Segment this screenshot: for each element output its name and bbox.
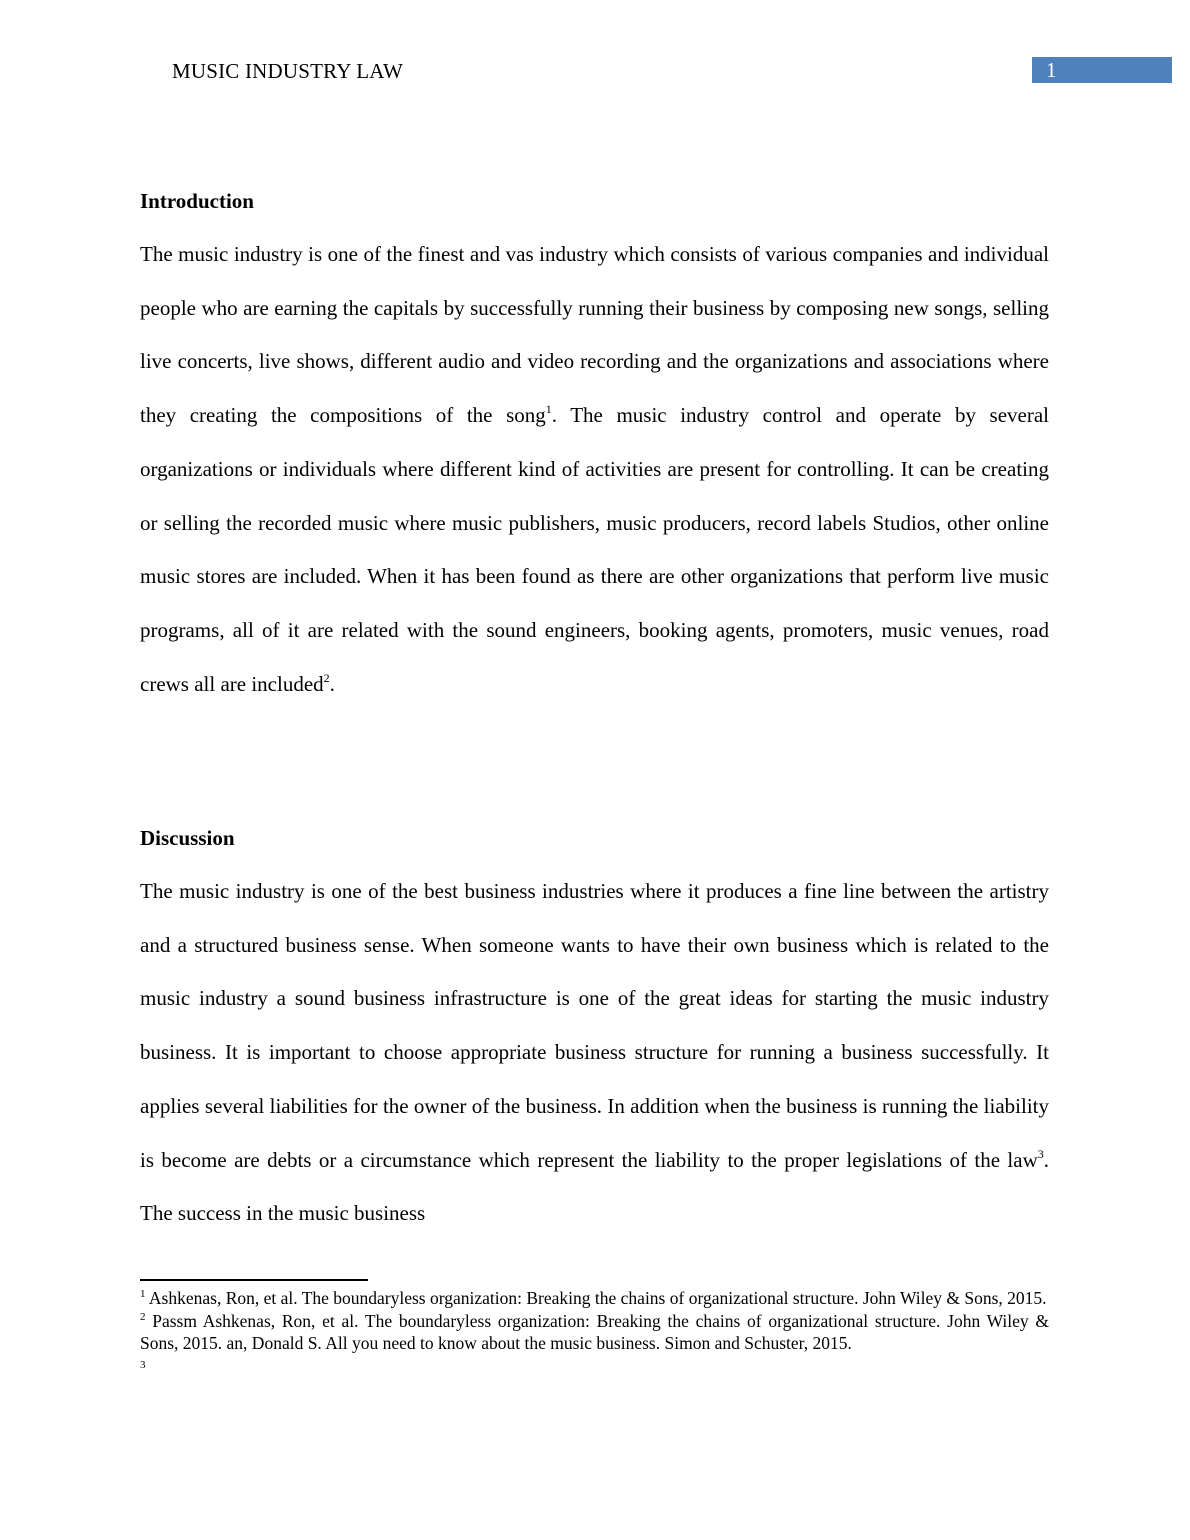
introduction-text-part-3: . xyxy=(329,671,335,696)
footnote-2-text: Passm Ashkenas, Ron, et al. The boundaryless organization: Breaking the chains of organizational structure. John Wiley & Sons, 2015. an, Donald S. All you need to know about the music business. Simon and Schuster, 2015. xyxy=(140,1310,1049,1353)
footnote-3-number: 3 xyxy=(140,1358,146,1371)
discussion-text-part-1: The music industry is one of the best business industries where it produces a fine line between the artistry and a structured business sense. When someone wants to have their own business which is related to the music industry a sound business infrastructure is one of the great ideas for starting the music industry business. It is important to choose appropriate business structure for running a business successfully. It applies several liabilities for the owner of the business. In addition when the business is running the liability is become are debts or a circumstance which represent the liability to the proper legislations of the law xyxy=(140,879,1049,1172)
footnote-ref-2[interactable]: 2 xyxy=(323,670,330,685)
discussion-text-part-2: . The success in the music business xyxy=(140,1147,1049,1226)
footnote-2-number: 2 xyxy=(140,1310,146,1323)
footnote-3 xyxy=(140,1355,1049,1378)
page-number: 1 xyxy=(1046,58,1057,82)
discussion-paragraph xyxy=(140,865,1049,1241)
footnote-1 xyxy=(140,1287,1049,1310)
footnote-1-number: 1 xyxy=(140,1288,146,1300)
introduction-heading: Introduction xyxy=(140,189,254,213)
footnote-ref-3[interactable]: 3 xyxy=(1037,1146,1044,1161)
footnote-ref-1[interactable]: 1 xyxy=(545,402,552,417)
introduction-paragraph xyxy=(140,228,1049,711)
page-number-box xyxy=(1032,57,1172,83)
footnote-1-text: Ashkenas, Ron, et al. The boundaryless organization: Breaking the chains of organizational structure. John Wiley & Sons, 2015. xyxy=(145,1288,1047,1308)
discussion-heading: Discussion xyxy=(140,826,235,850)
footnotes-section xyxy=(140,1287,1049,1377)
footnote-separator xyxy=(140,1279,368,1281)
introduction-text-part-2: . The music industry control and operate by several organizations or individuals where different kind of activities are present for controlling. It can be creating or selling the recorded music where music publishers, music producers, record labels Studios, other online music stores are included. When it has been found as there are other organizations that perform live music programs, all of it are related with the sound engineers, booking agents, promoters, music venues, road crews all are included xyxy=(140,403,1049,696)
introduction-text-part-1: The music industry is one of the finest and vas industry which consists of various companies and individual people who are earning the capitals by successfully running their business by composing new songs, selling live concerts, live shows, different audio and video recording and the organizations and associations where they creating the compositions of the song xyxy=(140,242,1049,428)
running-header: MUSIC INDUSTRY LAW xyxy=(172,59,403,83)
footnote-2 xyxy=(140,1310,1049,1355)
